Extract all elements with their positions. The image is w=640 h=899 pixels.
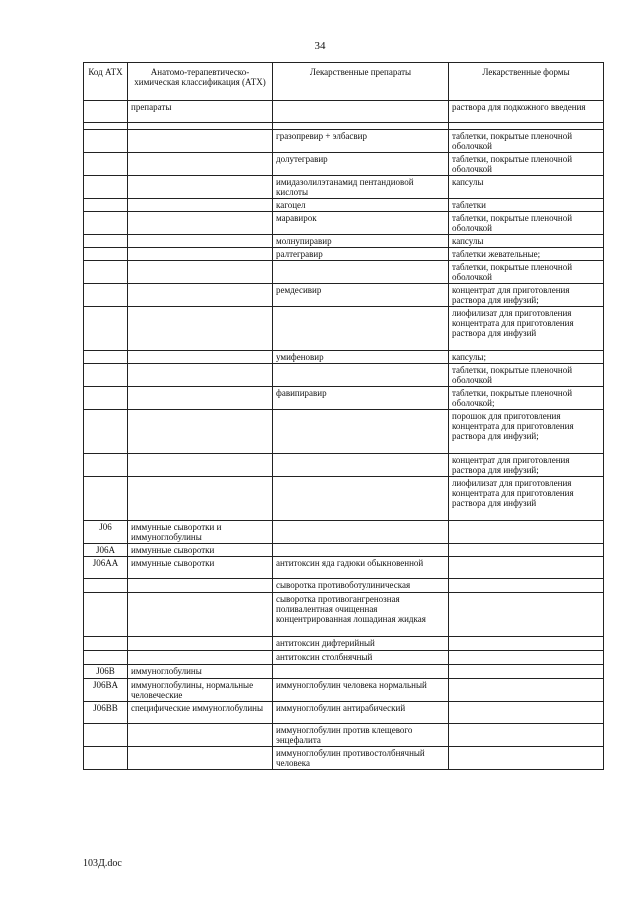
atc-cell bbox=[128, 199, 273, 212]
code-cell bbox=[84, 153, 128, 176]
drug-cell: иммуноглобулин против клещевого энцефалита bbox=[273, 724, 449, 747]
table-row bbox=[84, 130, 604, 153]
form-cell bbox=[449, 747, 604, 770]
atc-cell bbox=[128, 724, 273, 747]
drug-cell bbox=[273, 454, 449, 477]
drug-cell bbox=[273, 101, 449, 123]
table-row bbox=[84, 521, 604, 544]
atc-cell bbox=[128, 153, 273, 176]
table-row bbox=[84, 702, 604, 724]
atc-cell: иммунные сыворотки bbox=[128, 557, 273, 579]
form-cell: лиофилизат для приготовления концентрата для приготовления раствора для инфузий bbox=[449, 307, 604, 351]
atc-cell bbox=[128, 130, 273, 153]
footer-filename: 103Д.doc bbox=[83, 858, 122, 869]
atc-cell bbox=[128, 364, 273, 387]
atc-cell bbox=[128, 123, 273, 130]
drug-cell: гразопревир + элбасвир bbox=[273, 130, 449, 153]
drug-cell bbox=[273, 521, 449, 544]
code-cell bbox=[84, 454, 128, 477]
drug-cell bbox=[273, 123, 449, 130]
atc-cell: специфические иммуноглобулины bbox=[128, 702, 273, 724]
drug-cell bbox=[273, 477, 449, 521]
table-row bbox=[84, 593, 604, 637]
form-cell: таблетки, покрытые пленочной оболочкой bbox=[449, 130, 604, 153]
form-cell bbox=[449, 579, 604, 593]
table-row bbox=[84, 724, 604, 747]
drug-cell: антитоксин дифтерийный bbox=[273, 637, 449, 651]
drug-cell: кагоцел bbox=[273, 199, 449, 212]
form-cell: таблетки, покрытые пленочной оболочкой; bbox=[449, 387, 604, 410]
table-row bbox=[84, 579, 604, 593]
atc-cell bbox=[128, 477, 273, 521]
table-row bbox=[84, 679, 604, 702]
form-cell: порошок для приготовления концентрата для приготовления раствора для инфузий; bbox=[449, 410, 604, 454]
code-cell: J06AA bbox=[84, 557, 128, 579]
table-row bbox=[84, 637, 604, 651]
form-cell bbox=[449, 724, 604, 747]
form-cell bbox=[449, 593, 604, 637]
atc-cell bbox=[128, 212, 273, 235]
drug-cell: сыворотка противоботулиническая bbox=[273, 579, 449, 593]
page-number: 34 bbox=[314, 40, 326, 52]
code-cell bbox=[84, 235, 128, 248]
atc-cell bbox=[128, 579, 273, 593]
form-cell: таблетки bbox=[449, 199, 604, 212]
form-cell: лиофилизат для приготовления концентрата для приготовления раствора для инфузий bbox=[449, 477, 604, 521]
atc-cell bbox=[128, 454, 273, 477]
atc-cell bbox=[128, 248, 273, 261]
code-cell bbox=[84, 579, 128, 593]
code-cell bbox=[84, 724, 128, 747]
form-cell bbox=[449, 637, 604, 651]
form-cell bbox=[449, 557, 604, 579]
code-cell: J06B bbox=[84, 665, 128, 679]
atc-cell: иммуноглобулины bbox=[128, 665, 273, 679]
form-cell bbox=[449, 123, 604, 130]
code-cell bbox=[84, 747, 128, 770]
table-row bbox=[84, 454, 604, 477]
atc-cell bbox=[128, 651, 273, 665]
form-cell bbox=[449, 651, 604, 665]
drug-cell: фавипиравир bbox=[273, 387, 449, 410]
drug-cell: антитоксин яда гадюки обыкновенной bbox=[273, 557, 449, 579]
drug-cell: ралтегравир bbox=[273, 248, 449, 261]
drug-cell bbox=[273, 364, 449, 387]
atc-cell: иммуноглобулины, нормальные человеческие bbox=[128, 679, 273, 702]
table-row bbox=[84, 364, 604, 387]
atc-cell bbox=[128, 747, 273, 770]
table-row bbox=[84, 235, 604, 248]
code-cell bbox=[84, 364, 128, 387]
form-cell bbox=[449, 521, 604, 544]
drug-cell bbox=[273, 544, 449, 557]
table-row bbox=[84, 101, 604, 123]
atc-cell bbox=[128, 410, 273, 454]
table-row bbox=[84, 410, 604, 454]
drug-cell: иммуноглобулин противостолбнячный человека bbox=[273, 747, 449, 770]
code-cell bbox=[84, 477, 128, 521]
code-cell bbox=[84, 130, 128, 153]
table-row bbox=[84, 651, 604, 665]
drug-cell bbox=[273, 410, 449, 454]
atc-cell: иммунные сыворотки bbox=[128, 544, 273, 557]
code-cell bbox=[84, 248, 128, 261]
drug-cell: иммуноглобулин человека нормальный bbox=[273, 679, 449, 702]
code-cell bbox=[84, 261, 128, 284]
form-cell: капсулы bbox=[449, 235, 604, 248]
code-cell bbox=[84, 284, 128, 307]
table-row bbox=[84, 557, 604, 579]
form-cell bbox=[449, 679, 604, 702]
drug-cell bbox=[273, 261, 449, 284]
code-cell bbox=[84, 123, 128, 130]
atc-cell bbox=[128, 593, 273, 637]
form-cell: концентрат для приготовления раствора для инфузий; bbox=[449, 284, 604, 307]
drug-cell: ремдесивир bbox=[273, 284, 449, 307]
drug-cell: долутегравир bbox=[273, 153, 449, 176]
drug-table bbox=[83, 62, 604, 770]
code-cell bbox=[84, 212, 128, 235]
table-row bbox=[84, 477, 604, 521]
atc-cell bbox=[128, 284, 273, 307]
code-cell: J06BB bbox=[84, 702, 128, 724]
atc-cell bbox=[128, 387, 273, 410]
form-cell bbox=[449, 544, 604, 557]
form-cell: капсулы; bbox=[449, 351, 604, 364]
code-cell bbox=[84, 410, 128, 454]
header-code: Код АТХ bbox=[84, 63, 128, 101]
drug-cell: антитоксин столбнячный bbox=[273, 651, 449, 665]
atc-cell bbox=[128, 261, 273, 284]
drug-cell: молнупиравир bbox=[273, 235, 449, 248]
table-body bbox=[84, 101, 604, 770]
atc-cell: иммунные сыворотки и иммуноглобулины bbox=[128, 521, 273, 544]
table-row bbox=[84, 248, 604, 261]
atc-cell bbox=[128, 176, 273, 199]
drug-cell bbox=[273, 307, 449, 351]
drug-cell: сыворотка противогангренозная поливалентная очищенная концентрированная лошадиная жидкая bbox=[273, 593, 449, 637]
code-cell bbox=[84, 351, 128, 364]
drug-cell: иммуноглобулин антирабический bbox=[273, 702, 449, 724]
code-cell bbox=[84, 307, 128, 351]
form-cell: концентрат для приготовления раствора для инфузий; bbox=[449, 454, 604, 477]
code-cell bbox=[84, 637, 128, 651]
form-cell bbox=[449, 665, 604, 679]
code-cell bbox=[84, 651, 128, 665]
table-row bbox=[84, 665, 604, 679]
atc-cell bbox=[128, 307, 273, 351]
code-cell bbox=[84, 593, 128, 637]
table-row bbox=[84, 307, 604, 351]
form-cell: таблетки, покрытые пленочной оболочкой bbox=[449, 153, 604, 176]
drug-cell: имидазолилэтанамид пентандиовой кислоты bbox=[273, 176, 449, 199]
table-row bbox=[84, 123, 604, 130]
table-row bbox=[84, 544, 604, 557]
table-row bbox=[84, 747, 604, 770]
drug-cell: умифеновир bbox=[273, 351, 449, 364]
form-cell: таблетки жевательные; bbox=[449, 248, 604, 261]
drug-cell bbox=[273, 665, 449, 679]
drug-cell: маравирок bbox=[273, 212, 449, 235]
code-cell bbox=[84, 101, 128, 123]
code-cell: J06BA bbox=[84, 679, 128, 702]
atc-cell bbox=[128, 235, 273, 248]
form-cell: таблетки, покрытые пленочной оболочкой bbox=[449, 364, 604, 387]
form-cell: капсулы bbox=[449, 176, 604, 199]
table-row bbox=[84, 261, 604, 284]
table-row bbox=[84, 212, 604, 235]
form-cell: таблетки, покрытые пленочной оболочкой bbox=[449, 212, 604, 235]
code-cell bbox=[84, 387, 128, 410]
header-atc: Анатомо-терапевтическо-химическая классификация (АТХ) bbox=[128, 63, 273, 101]
table-row bbox=[84, 153, 604, 176]
code-cell: J06A bbox=[84, 544, 128, 557]
atc-cell bbox=[128, 351, 273, 364]
code-cell bbox=[84, 199, 128, 212]
atc-cell: препараты bbox=[128, 101, 273, 123]
header-forms: Лекарственные формы bbox=[449, 63, 604, 101]
table-row bbox=[84, 351, 604, 364]
code-cell: J06 bbox=[84, 521, 128, 544]
table-row bbox=[84, 284, 604, 307]
table-row bbox=[84, 199, 604, 212]
table-row bbox=[84, 176, 604, 199]
atc-cell bbox=[128, 637, 273, 651]
form-cell: таблетки, покрытые пленочной оболочкой bbox=[449, 261, 604, 284]
table-row bbox=[84, 387, 604, 410]
form-cell bbox=[449, 702, 604, 724]
form-cell: раствора для подкожного введения bbox=[449, 101, 604, 123]
header-drugs: Лекарственные препараты bbox=[273, 63, 449, 101]
code-cell bbox=[84, 176, 128, 199]
